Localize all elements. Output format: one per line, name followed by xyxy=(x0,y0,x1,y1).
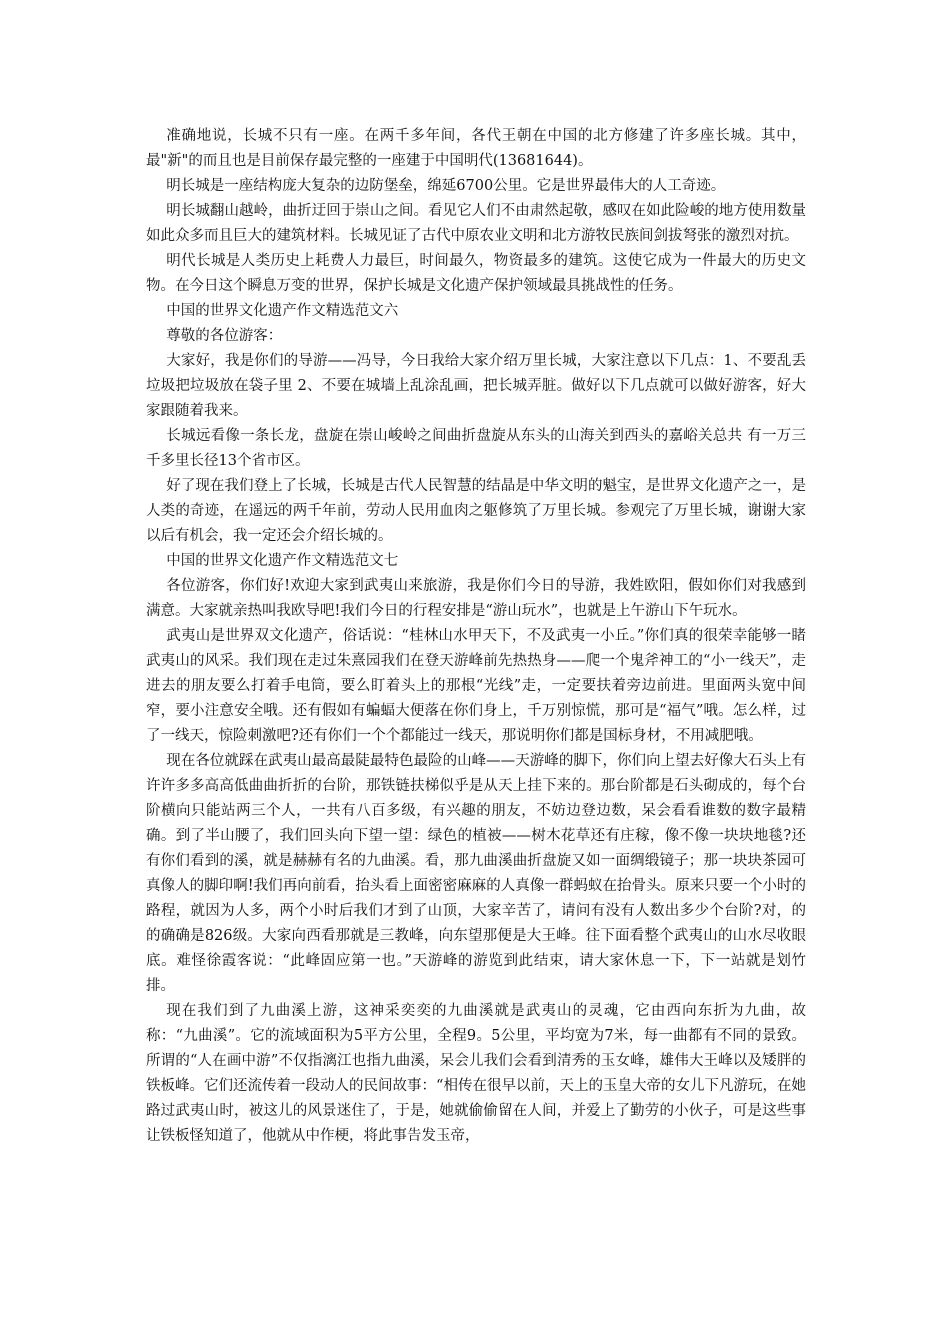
document-body xyxy=(146,124,806,1149)
paragraph: 明长城翻山越岭，曲折迂回于崇山之间。看见它人们不由肃然起敬，感叹在如此险峻的地方使用数量如此众多而且巨大的建筑材料。长城见证了古代中原农业文明和北方游牧民族间剑拔弩张的激烈对抗。 xyxy=(146,203,806,244)
paragraph: 现在我们到了九曲溪上游，这神采奕奕的九曲溪就是武夷山的灵魂，它由西向东折为九曲，故称：“九曲溪”。它的流域面积为5平方公里，全程9。5公里，平均宽为7米，每一曲都有不同的景致。所谓的“人在画中游”不仅指漓江也指九曲溪，呆会儿我们会看到清秀的玉女峰，雄伟大王峰以及矮胖的铁板峰。它们还流传着一段动人的民间故事：“相传在很早以前，天上的玉皇大帝的女儿下凡游玩，在她路过武夷山时，被这儿的风景迷住了，于是，她就偷偷留在人间，并爱上了勤劳的小伙子，可是这些事让铁板怪知道了，他就从中作梗，将此事告发玉帝， xyxy=(146,1003,806,1144)
paragraph: 现在各位就踩在武夷山最高最陡最特色最险的山峰——天游峰的脚下，你们向上望去好像大石头上有许许多多高高低曲曲折折的台阶，那铁链扶梯似乎是从天上挂下来的。那台阶都是石头砌成的，每个台阶横向只能站两三个人，一共有八百多级，有兴趣的朋友，不妨边登边数，呆会看看谁数的数字最精确。到了半山腰了，我们回头向下望一望：绿色的植被——树木花草还有庄稼，像不像一块块地毯?还有你们看到的溪，就是赫赫有名的九曲溪。看，那九曲溪曲折盘旋又如一面绸缎镜子；那一块块茶园可真像人的脚印啊!我们再向前看，抬头看上面密密麻麻的人真像一群蚂蚁在抬骨头。原来只要一个小时的路程，就因为人多，两个小时后我们才到了山顶，大家辛苦了，请问有没有人数出多少个台阶?对，的的确确是826级。大家向西看那就是三教峰，向东望那便是大王峰。往下面看整个武夷山的山水尽收眼底。难怪徐霞客说：“此峰固应第一也。”天游峰的游览到此结束，请大家休息一下，下一站就是划竹排。 xyxy=(146,753,806,994)
paragraph: 武夷山是世界双文化遗产，俗话说：“桂林山水甲天下，不及武夷一小丘。”你们真的很荣幸能够一睹武夷山的风采。我们现在走过朱熹园我们在登天游峰前先热热身——爬一个鬼斧神工的“小一线天”，走进去的朋友要么打着手电筒，要么盯着头上的那根“光线”走，一定要扶着旁边前进。里面两头宽中间窄，要小注意安全哦。还有假如有蝙蝠大便落在你们身上，千万别惊慌，那可是“福气”哦。怎么样，过了一线天，惊险刺激吧?还有你们一个个都能过一线天，那说明你们都是国标身材，不用减肥哦。 xyxy=(146,628,806,744)
section-heading: 中国的世界文化遗产作文精选范文七 xyxy=(166,553,399,569)
paragraph: 大家好，我是你们的导游——冯导，今日我给大家介绍万里长城，大家注意以下几点：1、不要乱丢垃圾把垃圾放在袋子里 2、不要在城墙上乱涂乱画，把长城弄脏。做好以下几点就可以做好游客，好大家跟随着我来。 xyxy=(146,353,806,419)
paragraph: 各位游客，你们好!欢迎大家到武夷山来旅游，我是你们今日的导游，我姓欧阳，假如你们对我感到满意。大家就亲热叫我欧导吧!我们今日的行程安排是“游山玩水”，也就是上午游山下午玩水。 xyxy=(146,578,806,619)
paragraph: 明代长城是人类历史上耗费人力最巨，时间最久，物资最多的建筑。这使它成为一件最大的历史文物。在今日这个瞬息万变的世界，保护长城是文化遗产保护领域最具挑战性的任务。 xyxy=(146,253,806,294)
salutation: 尊敬的各位游客： xyxy=(166,328,283,344)
section-heading: 中国的世界文化遗产作文精选范文六 xyxy=(166,303,399,319)
paragraph: 长城远看像一条长龙，盘旋在崇山峻岭之间曲折盘旋从东头的山海关到西头的嘉峪关总共 有一万三千多里长径13个省市区。 xyxy=(146,428,806,469)
paragraph: 准确地说，长城不只有一座。在两千多年间，各代王朝在中国的北方修建了许多座长城。其中，最"新"的而且也是目前保存最完整的一座建于中国明代(13681644)。 xyxy=(146,128,806,169)
paragraph: 明长城是一座结构庞大复杂的边防堡垒，绵延6700公里。它是世界最伟大的人工奇迹。 xyxy=(166,178,726,194)
paragraph: 好了现在我们登上了长城，长城是古代人民智慧的结晶是中华文明的魁宝，是世界文化遗产之一，是人类的奇迹，在遥远的两千年前，劳动人民用血肉之躯修筑了万里长城。参观完了万里长城，谢谢大家以后有机会，我一定还会介绍长城的。 xyxy=(146,478,806,544)
